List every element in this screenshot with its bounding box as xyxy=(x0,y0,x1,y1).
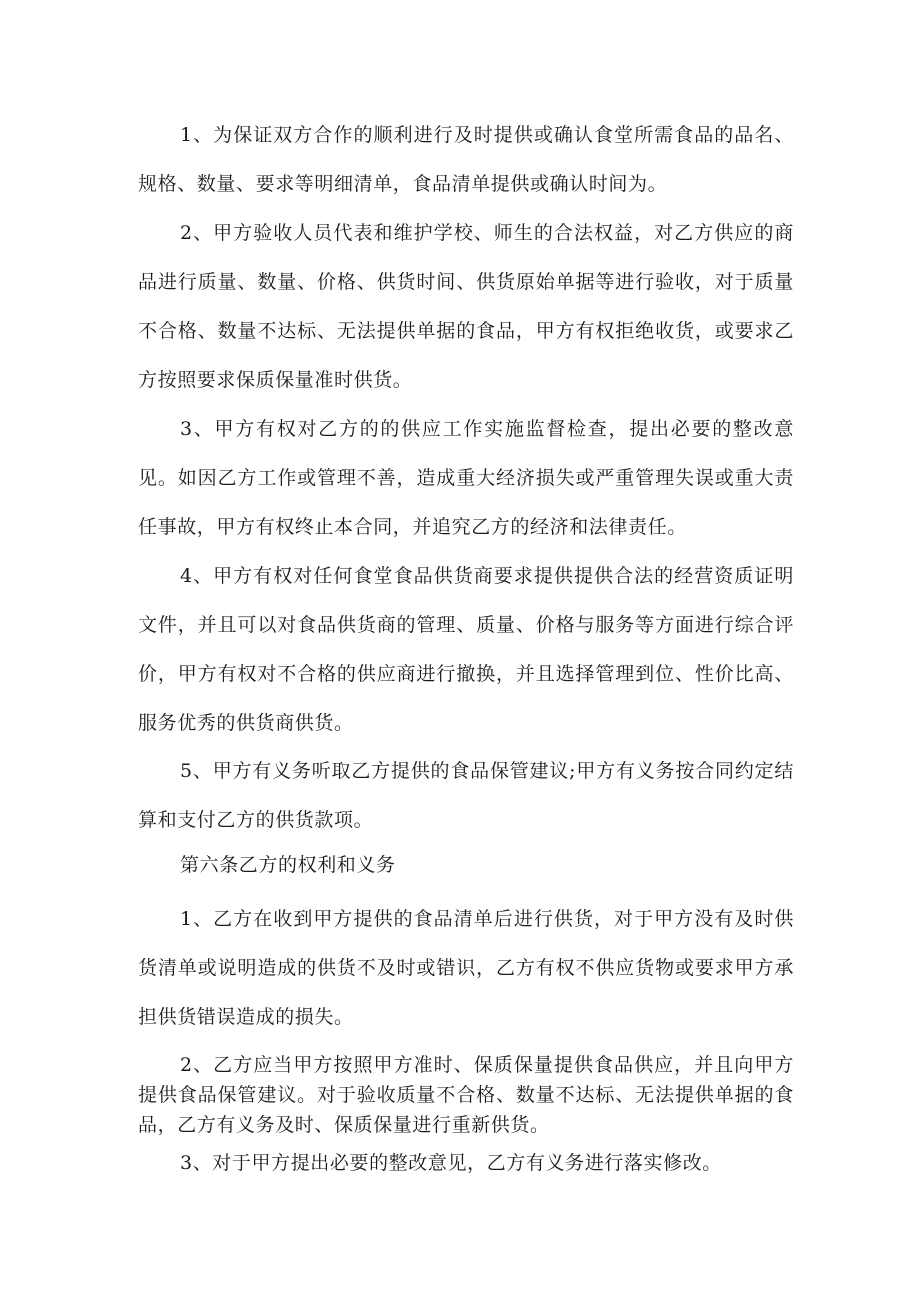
paragraph-5: 5、甲方有义务听取乙方提供的食品保管建议;甲方有义务按合同约定结算和支付乙方的供货款项。 xyxy=(138,760,794,831)
paragraph-8: 3、对于甲方提出必要的整改意见，乙方有义务进行落实修改。 xyxy=(180,1152,722,1174)
paragraph-6: 1、乙方在收到甲方提供的食品清单后进行供货，对于甲方没有及时供货清单或说明造成的供货不及时或错识，乙方有权不供应货物或要求甲方承担供货错误造成的损失。 xyxy=(138,908,794,1028)
paragraph-1: 1、为保证双方合作的顺利进行及时提供或确认食堂所需食品的品名、规格、数量、要求等明细清单，食品清单提供或确认时间为。 xyxy=(138,124,794,195)
paragraph-3: 3、甲方有权对乙方的的供应工作实施监督检查，提出必要的整改意见。如因乙方工作或管理不善，造成重大经济损失或严重管理失误或重大责任事故，甲方有权终止本合同，并追究乙方的经济和法律责任。 xyxy=(138,418,794,538)
paragraph-7: 2、乙方应当甲方按照甲方准时、保质保量提供食品供应，并且向甲方提供食品保管建议。对于验收质量不合格、数量不达标、无法提供单据的食品，乙方有义务及时、保质保量进行重新供货。 xyxy=(138,1054,794,1136)
section-heading: 第六条乙方的权利和义务 xyxy=(180,854,396,876)
paragraph-4: 4、甲方有权对任何食堂食品供货商要求提供提供合法的经营资质证明文件，并且可以对食品供货商的管理、质量、价格与服务等方面进行综合评价，甲方有权对不合格的供应商进行撤换，并且选择管理到位、性价比高、服务优秀的供货商供货。 xyxy=(138,565,794,734)
paragraph-2: 2、甲方验收人员代表和维护学校、师生的合法权益，对乙方供应的商品进行质量、数量、价格、供货时间、供货原始单据等进行验收，对于质量不合格、数量不达标、无法提供单据的食品，甲方有权拒绝收货，或要求乙方按照要求保质保量准时供货。 xyxy=(138,222,794,391)
